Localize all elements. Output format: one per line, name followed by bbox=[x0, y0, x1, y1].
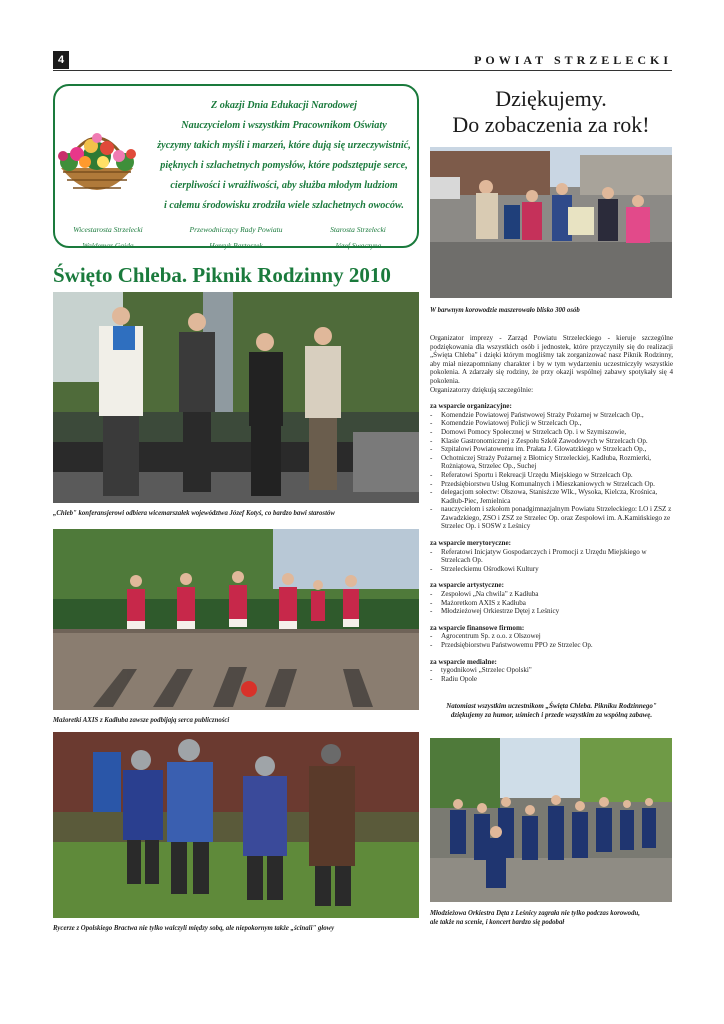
greeting-line: cierpliwości i wrażliwości, aby służba młodym ludziom bbox=[170, 180, 398, 191]
list-item: - Komendzie Powiatowej Państwowej Straży Pożarnej w Strzelcach Op., bbox=[430, 411, 673, 420]
greeting-text bbox=[155, 96, 413, 216]
article-headline: Święto Chleba. Piknik Rodzinny 2010 bbox=[53, 263, 391, 287]
list-item: - Klasie Gastronomicznej z Zespołu Szkół Zawodowych w Strzelcach Op. bbox=[430, 437, 673, 446]
orchestra-photo bbox=[430, 738, 672, 902]
header-rule bbox=[53, 70, 672, 71]
group-list bbox=[430, 632, 673, 649]
group-heading: za wsparcie finansowe firmom: bbox=[430, 623, 525, 632]
article-closing bbox=[430, 702, 673, 720]
orchestra-caption-line: Młodzieżowa Orkiestra Dęta z Leśnicy zagrała nie tylko podczas korowodu, bbox=[430, 910, 640, 917]
list-item: - Domowi Pomocy Społecznej w Strzelcach Op. i w Szymiszowie, bbox=[430, 428, 673, 437]
article-body bbox=[430, 334, 673, 683]
signature-name: Henryk Bartoszek bbox=[209, 241, 263, 250]
group-heading: za wsparcie organizacyjne: bbox=[430, 402, 512, 411]
greeting-line: życzymy takich myśli i marzeń, które dują się urzeczywistnić, bbox=[157, 140, 411, 151]
article-thanks-line: Organizatorzy dziękują szczególnie: bbox=[430, 385, 534, 394]
flower-basket-image bbox=[41, 116, 153, 206]
signature-title: Starosta Strzelecki bbox=[330, 225, 386, 234]
list-item: - Szpitalowi Powiatowemu im. Prałata J. Glowatzkiego w Strzelcach Op., bbox=[430, 445, 673, 454]
section-title: POWIAT STRZELECKI bbox=[474, 53, 672, 67]
list-item: - delegacjom sołectw: Olszowa, Stanisżcze Wlk., Wysoka, Kielcza, Krośnica, Kadłub-Piec, Jemielnica bbox=[430, 488, 673, 505]
group-heading: za wsparcie artystyczne: bbox=[430, 581, 504, 590]
list-item: - Agrocentrum Sp. z o.o. z Olszowej bbox=[430, 632, 673, 641]
list-item: - Strzeleckiemu Ośrodkowi Kultury bbox=[430, 565, 673, 574]
signature-title: Wicestarosta Strzelecki bbox=[73, 225, 143, 234]
majorettes-caption: Mażoretki AXIS z Kadłuba zawsze podbijają serca publiczności bbox=[53, 717, 230, 724]
orchestra-caption-line: ale także na scenie, i koncert bardzo się podobał bbox=[430, 919, 565, 926]
signature-name: Józef Swaczyna bbox=[334, 241, 382, 250]
group-list bbox=[430, 666, 673, 683]
knights-photo bbox=[53, 732, 419, 918]
list-item: - tygodnikowi „Strzelec Opolski" bbox=[430, 666, 673, 675]
orchestra-caption bbox=[430, 909, 672, 927]
greeting-line: Nauczycielom i wszystkim Pracownikom Oświaty bbox=[181, 120, 387, 131]
list-item: - Komendzie Powiatowej Policji w Strzelcach Op., bbox=[430, 419, 673, 428]
thanks-line: Do zobaczenia za rok! bbox=[452, 112, 650, 137]
list-item: - Referatowi Inicjatyw Gospodarczych i Promocji z Urzędu Miejskiego w Strzelcach Op. bbox=[430, 548, 673, 565]
group-heading: za wsparcie merytoryczne: bbox=[430, 539, 512, 548]
parade-photo bbox=[430, 147, 672, 298]
list-item: - Przedsiębiorstwu Usług Komunalnych i Mieszkaniowych w Strzelcach Op. bbox=[430, 480, 673, 489]
list-item: - Ochotniczej Straży Pożarnej z Błotnicy Strzeleckiej, Kadłuba, Rozmierki, Rożniątowa, Strzelec Op., Suchej bbox=[430, 454, 673, 471]
list-item: - Mażoretkom AXIS z Kadłuba bbox=[430, 599, 673, 608]
article-intro: Organizator imprezy - Zarząd Powiatu Strzeleckiego - kieruje szczególne podziękowania dla wszystkich osób i jednostek, które przyczyniły się do realizacji „Święta Chleba" i dzięki którym mogliśmy tak zorganizować nasz Piknik Rodzinny, aby miał niezapomniany charakter i by w tym wydarzeniu uczestniczyły wszystkie pokolenia. A zdarzały się rodziny, że przy okazji wspólnej zabawy spotykały się 4 pokolenia. bbox=[430, 334, 673, 385]
list-item: - Przedsiębiorstwu Państwowemu PPO ze Strzelec Op. bbox=[430, 641, 673, 650]
group-list bbox=[430, 590, 673, 616]
signature-council-chair bbox=[181, 222, 291, 254]
group-heading: za wsparcie medialne: bbox=[430, 657, 497, 666]
stage-caption: „Chleb" konferansjerowi odbiera wicemarszałek województwa Józef Kotyś, co bardzo bawi starostów bbox=[53, 510, 335, 517]
greeting-line: pięknych i szlachetnych pomysłów, które podsztępuje serce, bbox=[160, 160, 408, 171]
page-number: 4 bbox=[53, 51, 69, 69]
parade-caption: W barwnym korowodzie maszerowało blisko 300 osób bbox=[430, 307, 580, 314]
greeting-line: i całemu środowisku zrodziła wiele szlachetnych owoców. bbox=[164, 200, 404, 211]
list-item: - Referatowi Sportu i Rekreacji Urzędu Miejskiego w Strzelcach Op. bbox=[430, 471, 673, 480]
thanks-heading bbox=[430, 86, 672, 138]
signature-name: Waldemar Gaida bbox=[82, 241, 134, 250]
greeting-line: Z okazji Dnia Edukacji Narodowej bbox=[210, 100, 358, 111]
group-list bbox=[430, 411, 673, 531]
thanks-line: Dziękujemy. bbox=[495, 86, 607, 111]
signature-vice-starost bbox=[53, 222, 163, 254]
list-item: - Zespołowi „Na chwila" z Kadłuba bbox=[430, 590, 673, 599]
closing-line: dziękujemy za humor, uśmiech i przede wszystkim za wspólną zabawę. bbox=[450, 711, 653, 719]
signature-title: Przewodniczący Rady Powiatu bbox=[189, 225, 283, 234]
greeting-box bbox=[53, 84, 419, 248]
list-item: - Radiu Opole bbox=[430, 675, 673, 684]
majorettes-photo bbox=[53, 529, 419, 710]
group-list bbox=[430, 548, 673, 574]
list-item: - Młodzieżowej Orkiestrze Dętej z Leśnicy bbox=[430, 607, 673, 616]
stage-photo bbox=[53, 292, 419, 503]
closing-line: Natomiast wszystkim uczestnikom „Święta Chleba. Pikniku Rodzinnego" bbox=[446, 702, 657, 710]
signature-starost bbox=[303, 222, 413, 254]
list-item: - nauczycielom i szkołom ponadgimnazjalnym Powiatu Strzeleckiego: LO i ZSZ z Zawadzkiego, ZSO i ZSZ ze Strzelec Op. oraz Zespołowi im. A.Kamińskiego ze Strzelec Op. i SOSW z Leśnicy bbox=[430, 505, 673, 531]
knights-caption: Rycerze z Opolskiego Bractwa nie tylko walczyli między sobą, ale niepokornym także „ścinali" głowy bbox=[53, 925, 335, 932]
